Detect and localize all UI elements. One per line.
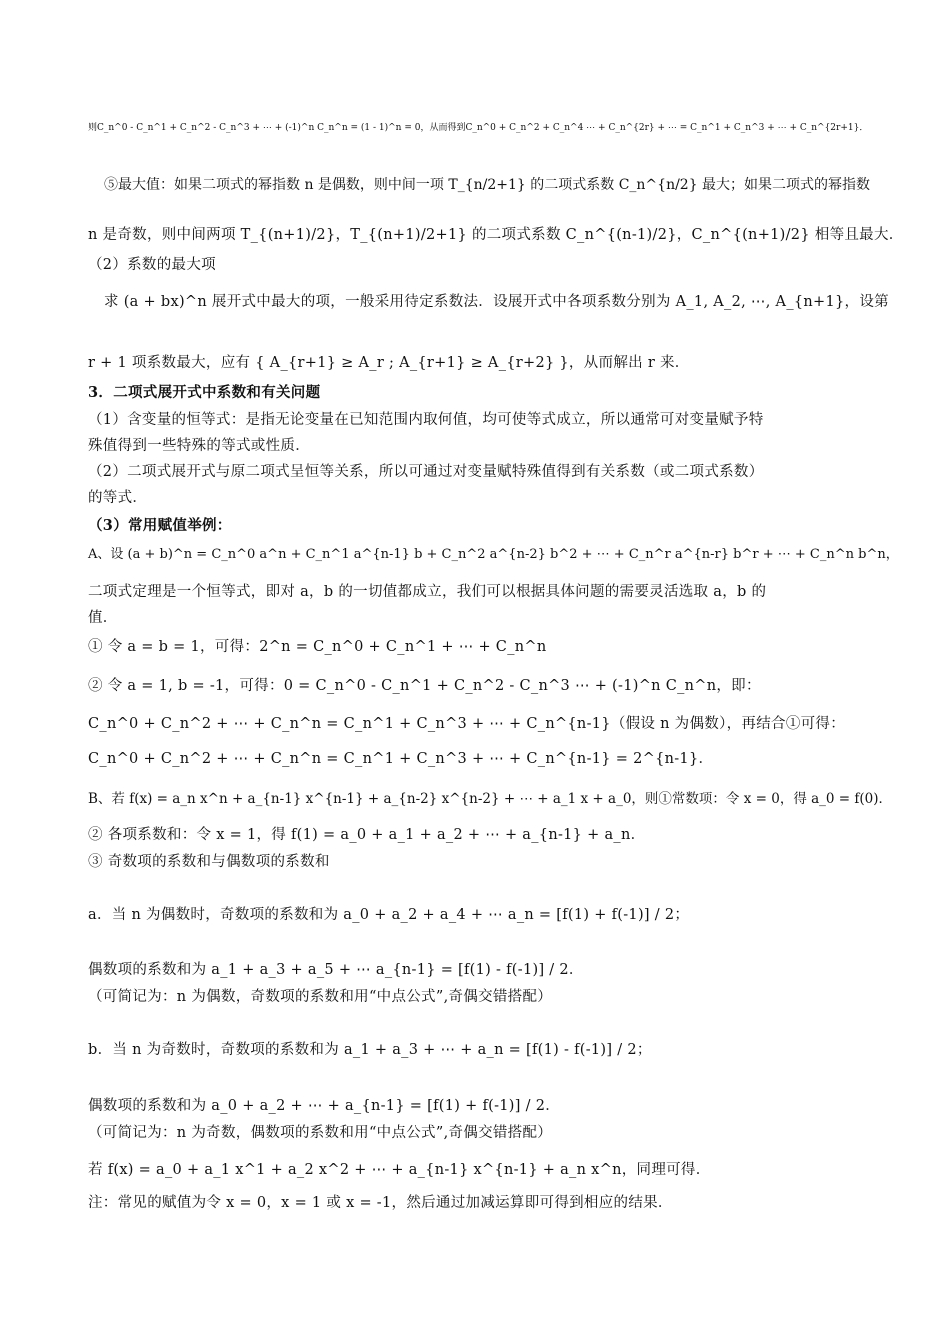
line-14: 二项式定理是一个恒等式，即对 a，b 的一切值都成立，我们可以根据具体问题的需要灵活选取 a，b 的 [88, 584, 767, 600]
line-1: 则C_n^0 - C_n^1 + C_n^2 - C_n^3 + ⋯ + (-1)^n C_n^n = (1 - 1)^n = 0，从而得到C_n^0 + C_n^2 + C_n^4 ⋯ + C_n^{2r} + ⋯ = C_n^1 + C_n^3 + ⋯ + C_n^{2r+1}． [88, 123, 869, 133]
line-19: C_n^0 + C_n^2 + ⋯ + C_n^n = C_n^1 + C_n^3 + ⋯ + C_n^{n-1} = 2^{n-1}． [88, 751, 714, 767]
section-heading-max-term: （2）系数的最大项 [88, 257, 216, 273]
line-20: B、若 f(x) = a_n x^n + a_{n-1} x^{n-1} + a_{n-2} x^{n-2} + ⋯ + a_1 x + a_0，则①常数项：令 x = 0，得 a_0 = f(0)． [88, 791, 893, 807]
line-2: ⑤最大值：如果二项式的幂指数 n 是偶数，则中间一项 T_{n/2+1} 的二项式系数 C_n^{n/2} 最大；如果二项式的幂指数 [104, 177, 871, 193]
line-21: ② 各项系数和：令 x = 1，得 f(1) = a_0 + a_1 + a_2 + ⋯ + a_{n-1} + a_n． [88, 827, 646, 843]
line-10: （2）二项式展开式与原二项式呈恒等关系，所以可通过对变量赋特殊值得到有关系数（或二项式系数） [88, 464, 764, 480]
line-13: A、设 (a + b)^n = C_n^0 a^n + C_n^1 a^{n-1} b + C_n^2 a^{n-2} b^2 + ⋯ + C_n^r a^{n-r} b^r + ⋯ + C_n^n b^n， [88, 547, 899, 562]
line-24: 偶数项的系数和为 a_1 + a_3 + a_5 + ⋯ a_{n-1} = [f(1) - f(-1)] / 2． [88, 962, 584, 978]
line-3: n 是奇数，则中间两项 T_{(n+1)/2}，T_{(n+1)/2+1} 的二项式系数 C_n^{(n-1)/2}，C_n^{(n+1)/2} 相等且最大． [88, 227, 904, 243]
line-23: a．当 n 为偶数时，奇数项的系数和为 a_0 + a_2 + a_4 + ⋯ a_n = [f(1) + f(-1)] / 2； [88, 907, 690, 923]
subheading-assignment-examples: （3）常用赋值举例： [88, 517, 232, 534]
line-15: 值． [88, 610, 118, 626]
line-30: 注：常见的赋值为令 x = 0，x = 1 或 x = -1，然后通过加减运算即可得到相应的结果． [88, 1195, 673, 1211]
line-6: r + 1 项系数最大，应有 { A_{r+1} ≥ A_r ; A_{r+1} ≥ A_{r+2} }，从而解出 r 来． [88, 355, 690, 371]
line-28: （可简记为：n 为奇数，偶数项的系数和用“中点公式”,奇偶交错搭配） [88, 1125, 553, 1141]
line-18: C_n^0 + C_n^2 + ⋯ + C_n^n = C_n^1 + C_n^3 + ⋯ + C_n^{n-1}（假设 n 为偶数），再结合①可得： [88, 716, 846, 732]
line-17: ② 令 a = 1, b = -1，可得：0 = C_n^0 - C_n^1 + C_n^2 - C_n^3 ⋯ + (-1)^n C_n^n，即： [88, 678, 761, 694]
line-27: 偶数项的系数和为 a_0 + a_2 + ⋯ + a_{n-1} = [f(1) + f(-1)] / 2． [88, 1098, 561, 1114]
line-5: 求 (a + bx)^n 展开式中最大的项，一般采用待定系数法．设展开式中各项系数分别为 A_1, A_2, ⋯, A_{n+1}，设第 [104, 294, 889, 310]
line-29: 若 f(x) = a_0 + a_1 x^1 + a_2 x^2 + ⋯ + a_{n-1} x^{n-1} + a_n x^n，同理可得． [88, 1162, 711, 1178]
line-26: b．当 n 为奇数时，奇数项的系数和为 a_1 + a_3 + ⋯ + a_n = [f(1) - f(-1)] / 2； [88, 1042, 652, 1058]
section-heading-3: 3．二项式展开式中系数和有关问题 [88, 384, 321, 401]
line-22: ③ 奇数项的系数和与偶数项的系数和 [88, 854, 330, 870]
line-11: 的等式． [88, 490, 148, 506]
line-8: （1）含变量的恒等式：是指无论变量在已知范围内取何值，均可使等式成立，所以通常可对变量赋予特 [88, 412, 764, 428]
line-9: 殊值得到一些特殊的等式或性质． [88, 438, 310, 454]
line-16: ① 令 a = b = 1，可得：2^n = C_n^0 + C_n^1 + ⋯ + C_n^n [88, 639, 547, 655]
line-25: （可简记为：n 为偶数，奇数项的系数和用“中点公式”,奇偶交错搭配） [88, 989, 553, 1005]
